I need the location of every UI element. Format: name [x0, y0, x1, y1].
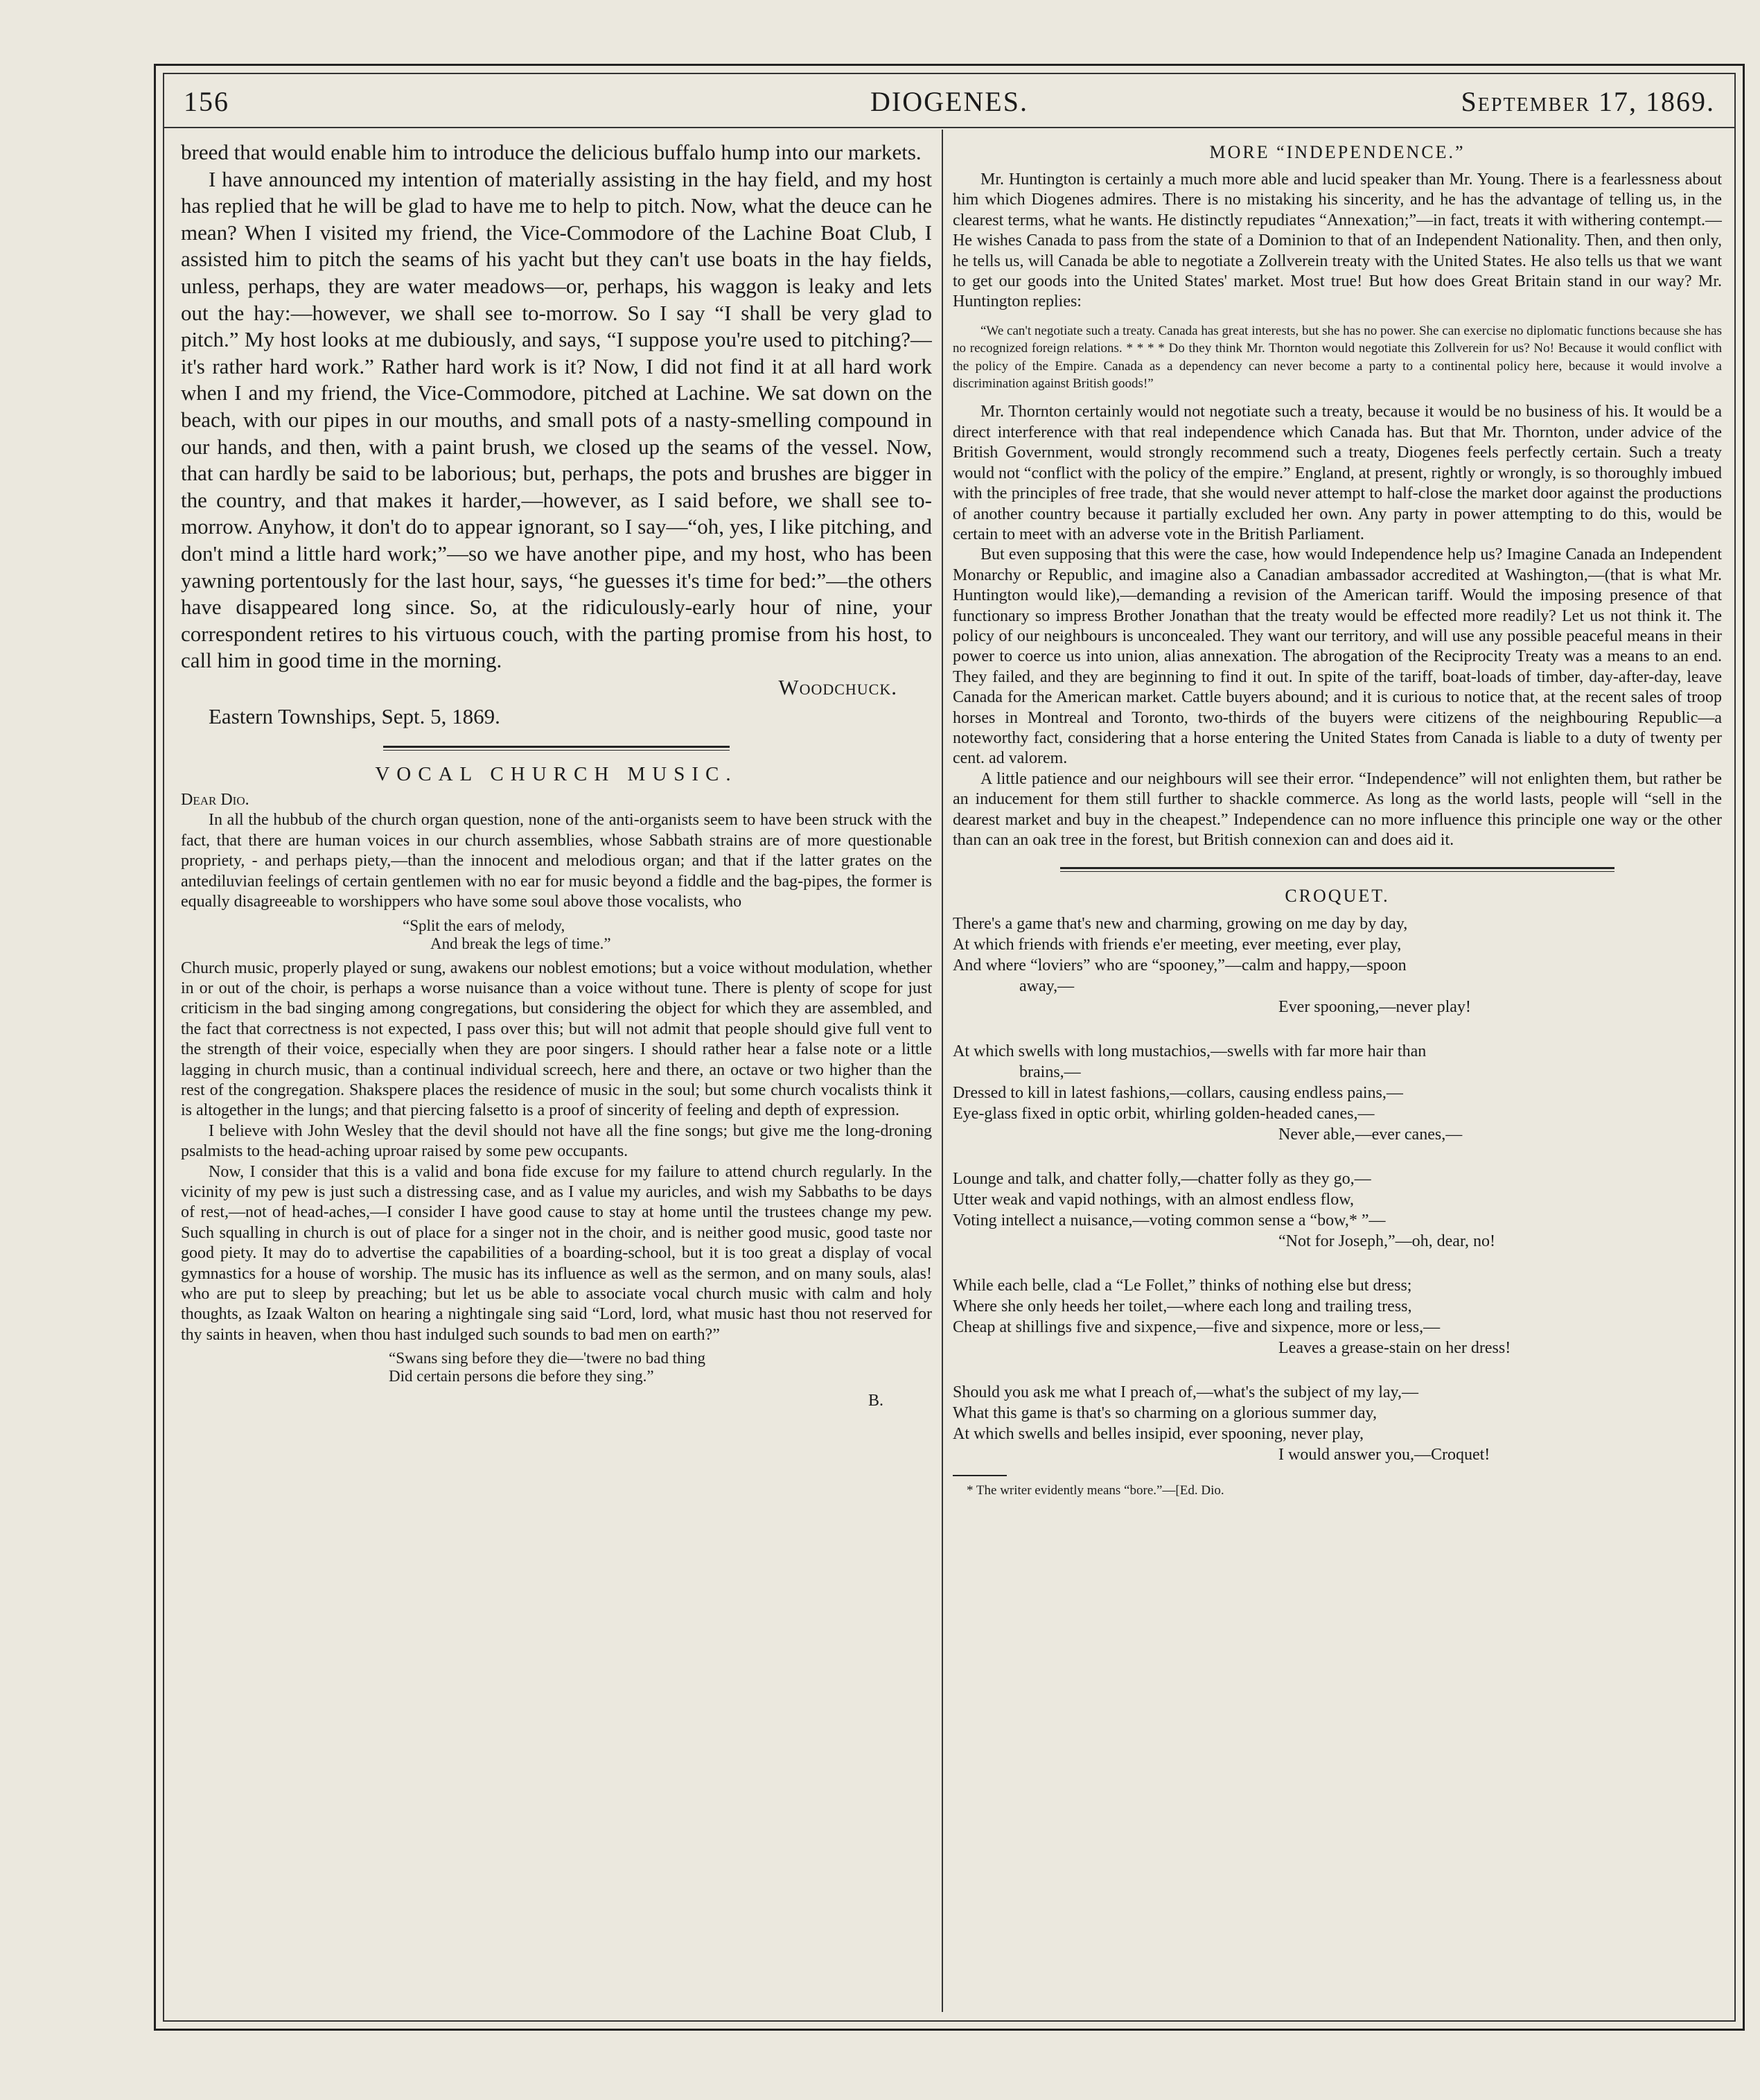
article-title-vocal: VOCAL CHURCH MUSIC.: [375, 763, 738, 786]
poem-line: Cheap at shillings five and sixpence,—five and sixpence, more or less,—: [953, 1318, 1441, 1337]
salutation: Dear Dio.: [181, 791, 249, 810]
right-column: [953, 139, 1722, 2008]
vocal-article: [181, 790, 932, 1412]
poem-refrain: Never able,—ever canes,—: [1278, 1126, 1463, 1144]
article-title-independence: MORE “INDEPENDENCE.”: [1209, 142, 1466, 162]
poem-line: There's a game that's new and charming, growing on me day by day,: [953, 915, 1408, 934]
paragraph: breed that would enable him to introduce the delicious buffalo hump into our markets.: [181, 140, 922, 164]
paragraph: A little patience and our neighbours will see their error. “Independence” will not enlighten them, but rather be an inducement for them still further to shackle commerce. As long as the world lasts, people will “sell in the dearest market and buy in the cheapest.” Independence can no more influence this principle one way or the other than can an oak tree in the forest, but British connexion can and does aid it.: [953, 769, 1722, 849]
verse-quote: [181, 1349, 932, 1385]
paragraph: Mr. Thornton certainly would not negotiate such a treaty, because it would be no business of his. It would be a direct interference with that real independence which Canada has. But that Mr. Thornton, under advice of the British Government, would strongly recommend such a treaty, Diogenes feels perfectly certain. Such a treaty would not “conflict with the policy of the empire.” England, at present, rightly or wrongly, is so thoroughly imbued with the principles of free trade, that she would never attempt to half-close the market door against the productions of another country because it partially excluded her own. Any party in power attempting to do this, would be certain to meet with an adverse vote in the British Parliament.: [953, 403, 1722, 543]
poem-line: At which swells and belles insipid, ever spooning, never play,: [953, 1425, 1364, 1444]
poem-line: At which swells with long mustachios,—swells with far more hair than: [953, 1042, 1427, 1061]
poem-line: Where she only heeds her toilet,—where each long and trailing tress,: [953, 1297, 1412, 1316]
page-header: [184, 77, 1715, 124]
signature: Woodchuck.: [778, 674, 897, 699]
poem-refrain: I would answer you,—Croquet!: [1278, 1446, 1490, 1464]
footnote-rule: [953, 1475, 1007, 1476]
woodchuck-letter: [181, 139, 932, 730]
poem-stanza: [953, 1041, 1722, 1145]
poem-refrain: Leaves a grease-stain on her dress!: [1278, 1339, 1511, 1358]
poem-refrain: “Not for Joseph,”—oh, dear, no!: [1278, 1232, 1495, 1251]
poem-refrain: Ever spooning,—never play!: [1278, 998, 1471, 1017]
page-frame: [154, 64, 1745, 2031]
header-rule: [164, 127, 1734, 128]
independence-article: [953, 170, 1722, 850]
column-divider: [942, 130, 943, 2012]
poem-stanza: [953, 1382, 1722, 1465]
paragraph: Church music, properly played or sung, awakens our noblest emotions; but a voice without modulation, whether in or out of the choir, is perhaps a worse nuisance than a voice without tune. There is plenty of scope for just criticism in the bad singing among congregations, but considering the object for which they are assembled, and the fact that correctness is not expected, I pass over this; but will not admit that people should give full vent to the strength of their voice, especially when they are poor singers. I should rather hear a false note or a little lagging in church music, than a continual individual screech, here and there, an octave or two higher than the rest of the congregation. Shakspere places the residence of music in the soul; but some church vocalists think it is altogether in the lungs; and that piercing falsetto is a proof of sincerity of feeling and depth of expression.: [181, 959, 932, 1120]
paragraph: I believe with John Wesley that the devil should not have all the fine songs; but give me the long-droning psalmists to the head-aching uproar raised by some pew occupants.: [181, 1121, 932, 1161]
paragraph: Mr. Huntington is certainly a much more able and lucid speaker than Mr. Young. There is a fearlessness about him which Diogenes admires. There is no mistaking his sincerity, and he has the advantage of telling us, in the clearest terms, what he wants. He distinctly repudiates “Annexation;”—in fact, treats it with withering contempt.—He wishes Canada to pass from the state of a Dominion to that of an Independent Nationality. Then, and then only, he tells us, will Canada be able to negotiate a Zollverein treaty with the United States. He also tells us that we want to get our goods into the United States' market. Most true! But how does Great Britain stand in our way? Mr. Huntington replies:: [953, 170, 1722, 311]
poem-line: Voting intellect a nuisance,—voting common sense a “bow,* ”—: [953, 1211, 1386, 1230]
issue-date: September 17, 1869.: [1461, 86, 1715, 117]
poem-line: And where “loviers” who are “spooney,”—calm and happy,—spoon: [953, 956, 1407, 975]
page-number: 156: [184, 86, 229, 117]
croquet-poem: [953, 913, 1722, 1501]
poem-line: Lounge and talk, and chatter folly,—chatter folly as they go,—: [953, 1170, 1371, 1189]
poem-title-croquet: CROQUET.: [1285, 886, 1390, 907]
dateline: Eastern Townships, Sept. 5, 1869.: [209, 704, 500, 729]
poem-stanza: [953, 913, 1722, 1017]
paragraph: I have announced my intention of materially assisting in the hay field, and my host has replied that he will be glad to have me to help to pitch. Now, what the deuce can he mean? When I visited my friend, the Vice-Commodore of the Lachine Boat Club, I assisted him to pitch the seams of his yacht but they can't use boats in the hay fields, unless, perhaps, they are water meadows—or, perhaps, his waggon is leaky and lets out the hay:—however, we shall see to-morrow. So I say “I shall be very glad to pitch.” My host looks at me dubiously, and says, “I suppose you're used to pitching?—it's rather hard work.” Rather hard work is it? Now, I did not find it at all hard work when I and my friend, the Vice-Commodore, pitched at Lachine. We sat down on the beach, with our pipes in our mouths, and small pots of a nasty-smelling compound in our hands, and then, with a paint brush, we closed up the seams of the vessel. Now, that can hardly be said to be laborious; but, perhaps, the pots and brushes are bigger in the country, and that makes it harder,—however, as I said before, we shall see to-morrow. Anyhow, it don't do to appear ignorant, so I say—“oh, yes, I like pitching, and don't mind a little hard work;”—so we have another pipe, and my host, who has been yawning portentously for the last hour, says, “he guesses it's time for bed:”—the others have disappeared long since. So, at the ridiculously-early hour of nine, your correspondent retires to his virtuous couch, with the parting promise from his host, to call him in good time in the morning.: [181, 166, 932, 673]
verse-line: “Split the ears of melody,: [403, 916, 565, 934]
verse-line: And break the legs of time.”: [430, 934, 611, 952]
left-column: [181, 139, 932, 2008]
author-initial: B.: [868, 1392, 883, 1410]
section-divider: [1060, 867, 1614, 872]
quote-text: “We can't negotiate such a treaty. Canada has great interests, but she has no power. She can exercise no diplomatic functions because she has no recognized foreign relations. * * * * Do they think Mr. Thornton would negotiate this Zollverein for us? No! Because it would conflict with the policy of the Empire. Canada as a dependency can never become a party to a continental policy here, because it would involve a discrimination against British goods!”: [953, 323, 1722, 392]
poem-line: Utter weak and vapid nothings, with an almost endless flow,: [953, 1191, 1354, 1209]
poem-stanza: [953, 1275, 1722, 1358]
poem-line: away,—: [1019, 977, 1075, 996]
poem-line: Dressed to kill in latest fashions,—collars, causing endless pains,—: [953, 1084, 1403, 1103]
verse-quote: [181, 917, 932, 953]
paragraph: But even supposing that this were the case, how would Independence help us? Imagine Canada an Independent Monarchy or Republic, and imagine also a Canadian ambassador accredited at Washington,—(that is what Mr. Huntington would like),—demanding a revision of the American tariff. Would the imposing presence of that functionary so impress Brother Jonathan that the treaty would be effected more readily? Let us not think it. The policy of our neighbours is unconcealed. They want our territory, and will use any possible peaceful means in their power to coerce us into union, alias annexation. The abrogation of the Reciprocity Treaty was a means to an end. They failed, and they are beginning to find it out. In spite of the tariff, boat-loads of timber, day-after-day, leave Canada for the American market. Cattle buyers abound; and it is curious to notice that, at the recent sales of troop horses in Montreal and Toronto, two-thirds of the buyers were citizens of the neighbouring Republic—a noteworthy fact, considering that a horse entering the United States from Canada is liable to a duty of twenty per cent. ad valorem.: [953, 545, 1722, 768]
poem-line: What this game is that's so charming on a glorious summer day,: [953, 1404, 1377, 1423]
verse-line: Did certain persons die before they sing.”: [389, 1367, 654, 1385]
paragraph: Now, I consider that this is a valid and bona fide excuse for my failure to attend church regularly. In the vicinity of my pew is just such a distressing case, and as I value my auricles, and wish my Sabbaths to be days of rest,—not of head-aches,—I consider I have good cause to stay at home until the trustees change my pew. Such squalling in church is out of place for a singer not in the choir, and is neither good music, good taste nor good piety. It may do to advertise the capabilities of a boarding-school, but it is too great a display of vocal gymnastics for a house of worship. The music has its influence as well as the sermon, and on many souls, alas! who are put to sleep by preaching; but let us be able to associate vocal church music with calm and holy thoughts, as Izaak Walton on hearing a nightingale sing said “Lord, lord, what music hast thou not reserved for thy saints in heaven, when thou hast indulged such sounds to bad men on earth?”: [181, 1162, 932, 1344]
paragraph: In all the hubbub of the church organ question, none of the anti-organists seem to have been struck with the fact, that there are human voices in our church assemblies, whose Sabbath strains are of more questionable propriety, - and perhaps piety,—than the innocent and melodious organ; and that if the latter grates on the antediluvian feelings of certain gentlemen with no ear for music beyond a fiddle and the bag-pipes, the former is equally disagreeable to worshippers who have some soul above those vocalists, who: [181, 811, 932, 911]
poem-stanza: [953, 1169, 1722, 1252]
poem-line: Eye-glass fixed in optic orbit, whirling golden-headed canes,—: [953, 1105, 1375, 1123]
block-quote: [953, 322, 1722, 393]
verse-line: “Swans sing before they die—'twere no bad thing: [389, 1349, 706, 1367]
poem-line: While each belle, clad a “Le Follet,” thinks of nothing else but dress;: [953, 1277, 1412, 1295]
poem-line: Should you ask me what I preach of,—what's the subject of my lay,—: [953, 1383, 1418, 1402]
poem-line: brains,—: [1019, 1063, 1081, 1082]
footnote: * The writer evidently means “bore.”—[Ed. Dio.: [967, 1483, 1224, 1498]
masthead-title: DIOGENES.: [870, 86, 1028, 117]
poem-line: At which friends with friends e'er meeting, ever meeting, ever play,: [953, 936, 1402, 954]
section-divider: [383, 746, 730, 751]
